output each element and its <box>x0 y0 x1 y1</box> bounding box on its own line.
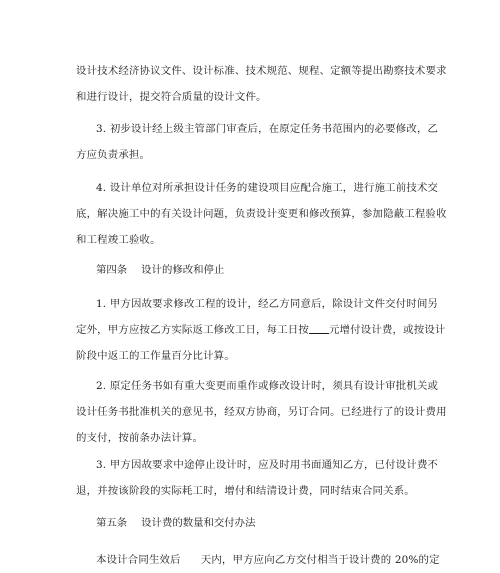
text-line: 底，解决施工中的有关设计问题，负责设计变更和修改预算，参加隐蔽工程验收 <box>76 208 447 220</box>
text-line: 退，并按该阶段的实际耗工时，增付和结清设计费，同时结束合同关系。 <box>76 485 415 497</box>
text-line: 方应负责承担。 <box>76 149 151 161</box>
fill-in-blank <box>181 552 201 564</box>
article-4-paragraph-2 <box>76 373 447 451</box>
text-line: 和工程竣工验收。 <box>76 234 161 246</box>
article-4-paragraph-3 <box>76 452 439 504</box>
text-line: 设计技术经济协议文件、设计标准、技术规范、规程、定额等提出勘察技术要求 <box>76 65 447 77</box>
paragraph-intro <box>76 58 447 110</box>
paragraph-4 <box>76 175 447 253</box>
article-5-heading <box>96 510 255 536</box>
text-line: 1. 甲方因故要求修改工程的设计，经乙方同意后，除设计文件交付时间另 <box>96 298 439 310</box>
text-line: 的支付，按前条办法计算。 <box>76 432 204 444</box>
text-line: 本设计合同生效后 天内，甲方应向乙方交付相当于设计费的 20%的定 <box>96 554 440 566</box>
article-5-paragraph-1 <box>76 547 440 573</box>
article-number: 第四条 <box>96 264 128 276</box>
paragraph-3 <box>76 116 439 168</box>
text-line: 3. 初步设计经上级主管部门审查后，在原定任务书范围内的必要修改，乙 <box>96 123 439 135</box>
article-number: 第五条 <box>96 517 128 529</box>
text-line: 4. 设计单位对所承担设计任务的建设项目应配合施工，进行施工前技术交 <box>96 182 439 194</box>
article-4-heading <box>96 257 224 283</box>
text-line: 2. 原定任务书如有重大变更而重作或修改设计时，须具有设计审批机关或 <box>96 380 439 392</box>
article-title: 设计费的数量和交付办法 <box>141 517 256 529</box>
fill-in-blank <box>309 321 329 334</box>
text-line: 定外，甲方应按乙方实际返工修改工日，每工日按 元增付设计费，或按设计 <box>76 317 428 343</box>
text-line: 阶段中返工的工作量百分比计算。 <box>76 350 235 362</box>
article-title: 设计的修改和停止 <box>141 264 225 276</box>
article-4-paragraph-1 <box>76 291 446 369</box>
text-line: 3. 甲方因故要求中途停止设计时，应及时用书面通知乙方，已付设计费不 <box>96 459 439 471</box>
text-line: 设计任务书批准机关的意见书，经双方协商，另订合同。已经进行了的设计费用 <box>76 406 447 418</box>
text-line: 和进行设计，提交符合质量的设计文件。 <box>76 91 267 103</box>
